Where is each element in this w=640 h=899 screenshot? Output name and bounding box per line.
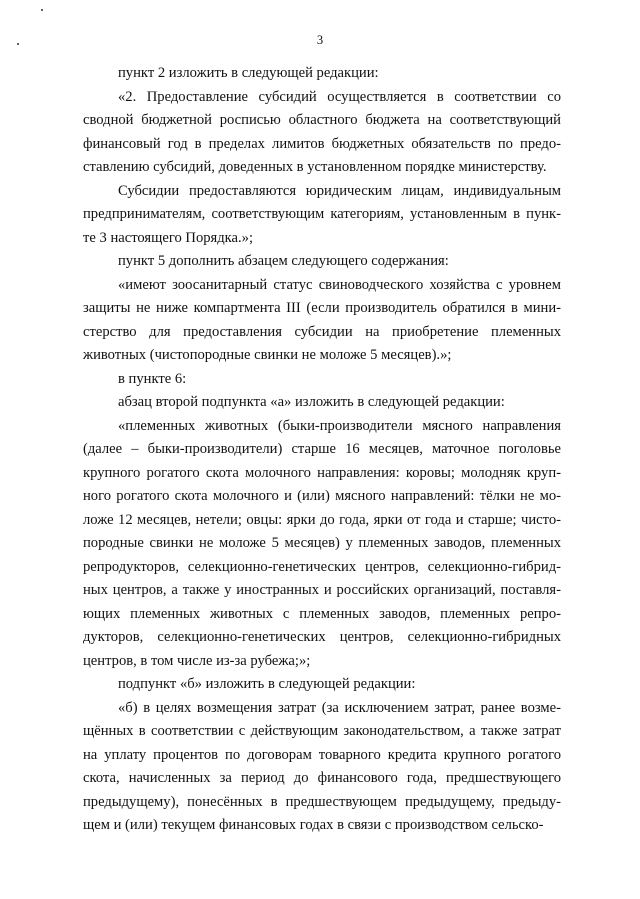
text-line: «б) в целях возмещения затрат (за исключением затрат, ранее возме-	[118, 699, 561, 716]
paragraph	[83, 250, 561, 274]
text-line: ставлению субсидий, доведенных в установленном порядке министерству.	[83, 159, 547, 175]
text-line: ложе 12 месяцев, нетели; овцы: ярки до года, ярки от года и старше; чисто-	[83, 511, 561, 528]
text-line: Субсидии предоставляются юридическим лицам, индивидуальным	[118, 182, 561, 199]
text-line: скота, начисленных за период до финансового года, предшествующего	[83, 770, 561, 786]
text-line: (далее – быки-производители) старше 16 месяцев, маточное поголовье	[83, 441, 561, 457]
text-line: защиты не ниже компартмента III (если производитель обратился в мини-	[83, 300, 561, 316]
text-line: абзац второй подпункта «а» изложить в следующей редакции:	[118, 394, 505, 410]
paragraph	[83, 673, 561, 697]
text-line: щённых в соответствии с действующим законодательством, а также затрат	[83, 723, 561, 739]
text-line: ных центров, а также у иностранных и российских организаций, поставля-	[83, 582, 561, 598]
scan-speck	[41, 9, 43, 11]
text-line: финансовый год в пределах лимитов бюджетных обязательств по предо-	[83, 135, 561, 152]
text-line: стерство для предоставления субсидии на приобретение племенных	[83, 323, 561, 340]
document-body	[83, 62, 561, 838]
text-line: пункт 2 изложить в следующей редакции:	[118, 65, 379, 81]
text-line: «имеют зоосанитарный статус свиноводческого хозяйства с уровнем	[118, 276, 561, 293]
paragraph	[83, 180, 561, 251]
text-line: предыдущему), понесённых в предшествующем предыдущему, предыду-	[83, 793, 561, 810]
text-line: те 3 настоящего Порядка.»;	[83, 229, 254, 246]
text-line: пункт 5 дополнить абзацем следующего содержания:	[118, 253, 449, 269]
paragraph	[83, 86, 561, 180]
text-line: в пункте 6:	[118, 370, 187, 387]
text-line: центров, в том числе из-за рубежа;»;	[83, 652, 311, 669]
paragraph	[83, 391, 561, 415]
text-line: животных (чистопородные свинки не моложе 5 месяцев).»;	[83, 347, 452, 363]
text-line: подпункт «б» изложить в следующей редакции:	[118, 676, 416, 692]
text-line: сводной бюджетной росписью областного бюджета на соответствующий	[83, 112, 561, 128]
text-line: породные свинки не моложе 5 месяцев) у племенных заводов, племенных	[83, 535, 561, 551]
text-line: ного рогатого скота молочного и (или) мясного направлений: тёлки не мо-	[83, 488, 561, 504]
text-line: репродукторов, селекционно-генетических центров, селекционно-гибрид-	[83, 558, 561, 575]
paragraph	[83, 274, 561, 368]
text-line: ющих племенных животных с племенных заводов, племенных репро-	[83, 605, 561, 622]
text-line: щем и (или) текущем финансовых годах в связи с производством сельско-	[83, 817, 544, 833]
text-line: предпринимателям, соответствующим категориям, установленным в пунк-	[83, 206, 561, 222]
text-line: «2. Предоставление субсидий осуществляется в соответствии со	[118, 88, 561, 105]
text-line: «племенных животных (быки-производители мясного направления	[118, 417, 561, 434]
paragraph	[83, 368, 561, 392]
paragraph	[83, 62, 561, 86]
text-line: на уплату процентов по договорам товарного кредита крупного рогатого	[83, 746, 561, 763]
page-number: 3	[316, 33, 324, 47]
text-line: дукторов, селекционно-генетических центров, селекционно-гибридных	[83, 629, 561, 645]
paragraph	[83, 697, 561, 838]
paragraph	[83, 415, 561, 674]
text-line: крупного рогатого скота молочного направления: коровы; молодняк круп-	[83, 464, 561, 481]
